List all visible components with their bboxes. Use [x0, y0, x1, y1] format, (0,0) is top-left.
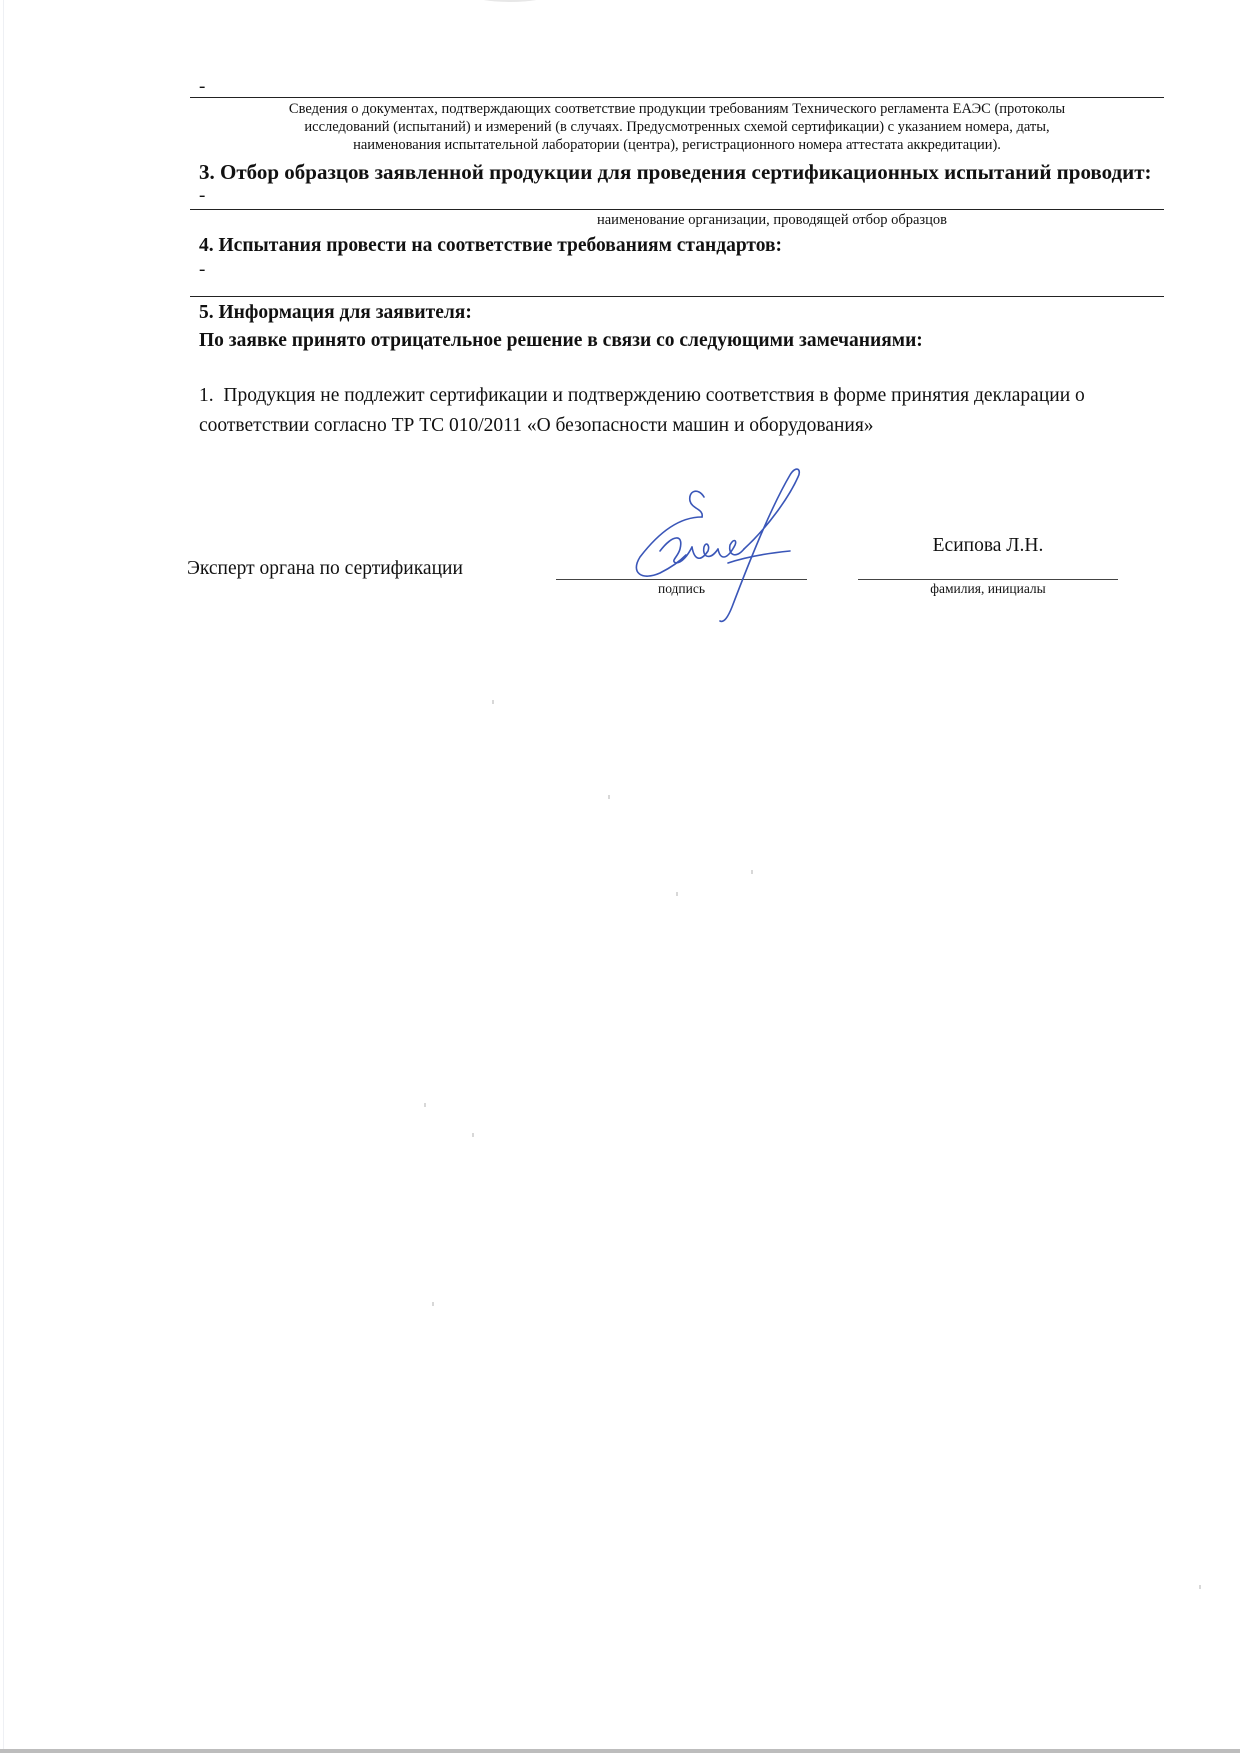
- scan-speck: [424, 1103, 426, 1107]
- documents-caption-line: наименования испытательной лаборатории (центра), регистрационного номера аттестата аккредитации).: [353, 137, 1001, 153]
- section3-value: -: [199, 185, 206, 206]
- section4-value-underline: [190, 296, 1164, 297]
- expert-role-label: Эксперт органа по сертификации: [187, 558, 463, 579]
- documents-caption-line: исследований (испытаний) и измерений (в случаях. Предусмотренных схемой сертификации) с указанием номера, даты,: [304, 119, 1050, 135]
- scan-speck: [492, 700, 494, 704]
- scan-artifact: [470, 0, 550, 2]
- documents-value-underline: [190, 97, 1164, 98]
- scan-edge-left: [3, 0, 4, 1753]
- name-caption: фамилия, инициалы: [930, 581, 1046, 596]
- remark-item: [199, 381, 1161, 441]
- scan-edge-bottom: [0, 1749, 1240, 1753]
- remark-number: 1.: [199, 385, 214, 406]
- documents-caption-line: Сведения о документах, подтверждающих соответствие продукции требованиям Технического регламента ЕАЭС (протоколы: [288, 101, 1066, 117]
- section4-value: -: [199, 259, 206, 280]
- scan-speck: [751, 870, 753, 874]
- section3-value-underline: [190, 209, 1164, 210]
- documents-caption: [190, 100, 1164, 154]
- scan-speck: [432, 1302, 434, 1306]
- section4-heading: 4. Испытания провести на соответствие требованиям стандартов:: [199, 235, 783, 256]
- remark-text: Продукция не подлежит сертификации и подтверждению соответствия в форме принятия декларации о соответствии согласно ТР ТС 010/2011 «О безопасности машин и оборудования»: [199, 385, 1085, 436]
- scan-speck: [1199, 1585, 1201, 1589]
- scan-speck: [676, 892, 678, 896]
- name-line: [858, 579, 1118, 580]
- documents-value: -: [199, 76, 206, 97]
- scan-speck: [608, 795, 610, 799]
- section3-caption: [190, 211, 1164, 229]
- section5-heading: 5. Информация для заявителя:: [199, 302, 472, 323]
- section5-subheading: По заявке принято отрицательное решение в связи со следующими замечаниями:: [199, 330, 923, 351]
- handwritten-signature-icon: [620, 465, 870, 625]
- section3-heading: 3. Отбор образцов заявленной продукции для проведения сертификационных испытаний проводит:: [199, 160, 1152, 184]
- scan-speck: [472, 1133, 474, 1137]
- signature-caption: подпись: [657, 581, 706, 596]
- signer-name: Есипова Л.Н.: [932, 535, 1044, 556]
- section3-caption-text: наименование организации, проводящей отбор образцов: [596, 212, 947, 228]
